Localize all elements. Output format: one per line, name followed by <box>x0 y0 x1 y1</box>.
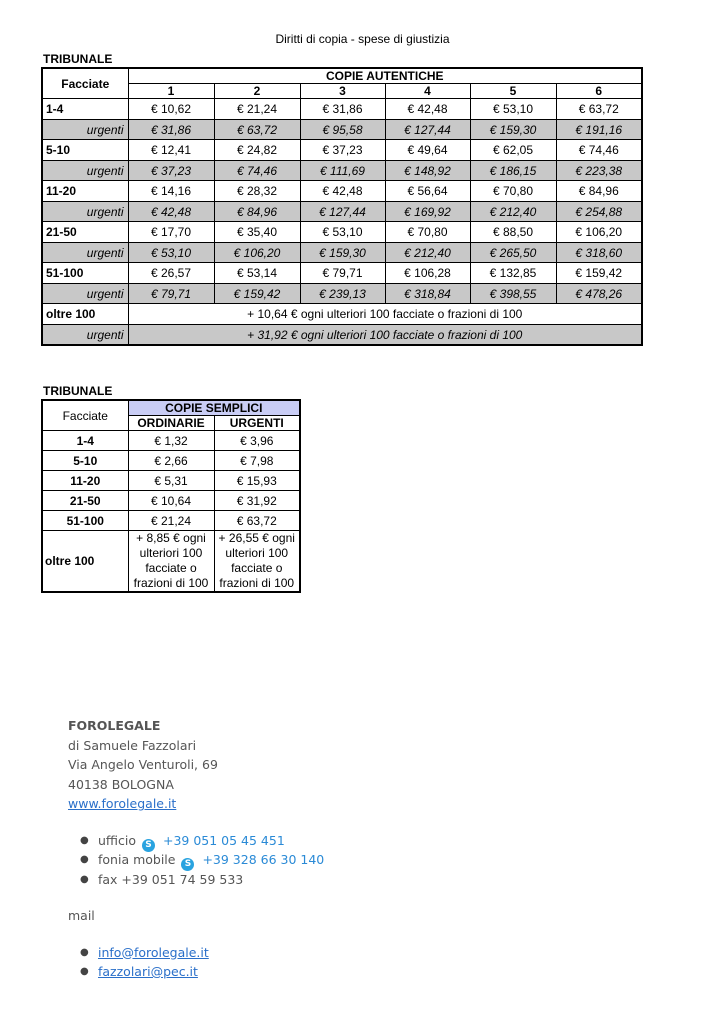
price-cell: € 53,10 <box>300 222 385 243</box>
urgent-price-cell: € 212,40 <box>385 243 470 263</box>
urgent-price-cell: € 223,38 <box>556 161 642 181</box>
table-row <box>42 140 642 161</box>
contact-item-ufficio <box>68 831 324 851</box>
urgent-price-cell: € 186,15 <box>470 161 556 181</box>
urgenti-row-label: urgenti <box>42 243 128 263</box>
phone-link[interactable]: +39 328 66 30 140 <box>202 852 325 867</box>
contact-footer <box>68 716 324 982</box>
table-row <box>42 511 300 531</box>
bullet-icon: ● <box>80 854 89 865</box>
oltre-cell: + 10,64 € ogni ulteriori 100 facciate o frazioni di 100 <box>128 304 642 325</box>
brand-name: FOROLEGALE <box>68 718 161 733</box>
price-cell: € 35,40 <box>214 222 300 243</box>
email-link[interactable]: fazzolari@pec.it <box>98 964 198 979</box>
row-label: 5-10 <box>42 140 128 161</box>
cell-line: frazioni di 100 <box>133 576 209 590</box>
urgenti-cell: € 3,96 <box>214 431 300 451</box>
column-header: 3 <box>300 84 385 99</box>
facciate-header: Facciate <box>42 68 128 99</box>
urgent-price-cell: € 159,42 <box>214 284 300 304</box>
price-cell: € 84,96 <box>556 181 642 202</box>
ordinarie-cell: € 21,24 <box>128 511 214 531</box>
copie-semplici-header: COPIE SEMPLICI <box>128 400 300 416</box>
price-cell: € 53,14 <box>214 263 300 284</box>
contact-item-mobile <box>68 850 324 870</box>
urgent-price-cell: € 398,55 <box>470 284 556 304</box>
contact-list <box>68 831 324 890</box>
urgent-price-cell: € 84,96 <box>214 202 300 222</box>
contact-item-fax <box>68 870 324 890</box>
row-label: 11-20 <box>42 471 128 491</box>
urgent-price-cell: € 127,44 <box>300 202 385 222</box>
table-row <box>42 263 642 284</box>
cell-line: ulteriori 100 <box>225 546 289 560</box>
price-cell: € 42,48 <box>385 99 470 120</box>
price-cell: € 28,32 <box>214 181 300 202</box>
document-title: Diritti di copia - spese di giustizia <box>275 32 450 46</box>
email-list <box>68 943 324 982</box>
cell-line: ulteriori 100 <box>139 546 203 560</box>
section-label-autentiche: TRIBUNALE <box>43 52 113 66</box>
row-label: 11-20 <box>42 181 128 202</box>
urgent-price-cell: € 31,86 <box>128 120 214 140</box>
price-cell: € 88,50 <box>470 222 556 243</box>
price-cell: € 63,72 <box>556 99 642 120</box>
row-label: 21-50 <box>42 491 128 511</box>
urgent-row <box>42 202 642 222</box>
price-cell: € 17,70 <box>128 222 214 243</box>
table-row <box>42 471 300 491</box>
price-cell: € 31,86 <box>300 99 385 120</box>
urgenti-row-label: urgenti <box>42 325 128 346</box>
bullet-icon: ● <box>80 873 89 885</box>
cell-line: frazioni di 100 <box>219 576 295 590</box>
urgent-price-cell: € 318,84 <box>385 284 470 304</box>
urgenti-row-label: urgenti <box>42 202 128 222</box>
price-cell: € 74,46 <box>556 140 642 161</box>
urgent-price-cell: € 74,46 <box>214 161 300 181</box>
ordinarie-cell: € 5,31 <box>128 471 214 491</box>
row-label: 51-100 <box>42 511 128 531</box>
price-cell: € 106,20 <box>556 222 642 243</box>
cell-line: facciate o <box>145 561 197 575</box>
copie-semplici-table <box>41 399 301 593</box>
table-row <box>42 222 642 243</box>
price-cell: € 62,05 <box>470 140 556 161</box>
price-cell: € 70,80 <box>470 181 556 202</box>
phone-link[interactable]: +39 051 05 45 451 <box>162 832 285 848</box>
urgenti-cell: € 15,93 <box>214 471 300 491</box>
urgent-price-cell: € 191,16 <box>556 120 642 140</box>
price-cell: € 159,42 <box>556 263 642 284</box>
urgent-price-cell: € 95,58 <box>300 120 385 140</box>
urgent-price-cell: € 106,20 <box>214 243 300 263</box>
email-link[interactable]: info@forolegale.it <box>98 944 209 960</box>
contact-label: fonia mobile <box>98 852 176 867</box>
urgent-price-cell: € 37,23 <box>128 161 214 181</box>
urgenti-cell: € 31,92 <box>214 491 300 511</box>
urgent-price-cell: € 318,60 <box>556 243 642 263</box>
contact-label: fax +39 051 74 59 533 <box>98 871 244 887</box>
table-row <box>42 451 300 471</box>
table-row <box>42 431 300 451</box>
price-cell: € 53,10 <box>470 99 556 120</box>
bullet-icon: ● <box>80 966 89 977</box>
oltre-ordinarie-cell <box>128 531 214 593</box>
column-header: 1 <box>128 84 214 99</box>
copie-autentiche-table <box>41 67 643 346</box>
urgent-price-cell: € 159,30 <box>300 243 385 263</box>
cell-line: + 8,85 € ogni <box>136 531 206 545</box>
oltre-urgenti-cell <box>214 531 300 593</box>
price-cell: € 12,41 <box>128 140 214 161</box>
urgent-price-cell: € 265,50 <box>470 243 556 263</box>
urgent-price-cell: € 53,10 <box>128 243 214 263</box>
bullet-icon: ● <box>80 946 89 958</box>
price-cell: € 106,28 <box>385 263 470 284</box>
urgent-row <box>42 120 642 140</box>
urgent-price-cell: € 63,72 <box>214 120 300 140</box>
row-label: 21-50 <box>42 222 128 243</box>
price-cell: € 37,23 <box>300 140 385 161</box>
price-cell: € 132,85 <box>470 263 556 284</box>
ordinarie-cell: € 10,64 <box>128 491 214 511</box>
price-cell: € 56,64 <box>385 181 470 202</box>
urgent-row <box>42 161 642 181</box>
ordinarie-cell: € 1,32 <box>128 431 214 451</box>
column-header: 6 <box>556 84 642 99</box>
ordinarie-cell: € 2,66 <box>128 451 214 471</box>
website-link[interactable]: www.forolegale.it <box>68 796 177 811</box>
column-header: 5 <box>470 84 556 99</box>
urgenti-row-label: urgenti <box>42 120 128 140</box>
row-label: 1-4 <box>42 431 128 451</box>
price-cell: € 79,71 <box>300 263 385 284</box>
address-line: Via Angelo Venturoli, 69 <box>68 757 218 772</box>
urgent-row <box>42 243 642 263</box>
urgent-price-cell: € 148,92 <box>385 161 470 181</box>
price-cell: € 26,57 <box>128 263 214 284</box>
skype-icon[interactable]: S <box>181 858 194 871</box>
oltre-urgenti-cell: + 31,92 € ogni ulteriori 100 facciate o frazioni di 100 <box>128 325 642 346</box>
urgenti-header: URGENTI <box>214 416 300 431</box>
urgent-price-cell: € 169,92 <box>385 202 470 222</box>
urgenti-cell: € 63,72 <box>214 511 300 531</box>
urgenti-cell: € 7,98 <box>214 451 300 471</box>
city-line: 40138 BOLOGNA <box>68 776 174 792</box>
table-row <box>42 99 642 120</box>
urgenti-row-label: urgenti <box>42 161 128 181</box>
section-label-semplici: TRIBUNALE <box>43 384 113 398</box>
skype-icon[interactable]: S <box>142 839 155 852</box>
facciate-header: Facciate <box>42 400 128 431</box>
table-row <box>42 491 300 511</box>
mail-label: mail <box>68 908 95 923</box>
cell-line: + 26,55 € ogni <box>218 531 295 545</box>
email-item <box>68 962 324 982</box>
urgent-price-cell: € 79,71 <box>128 284 214 304</box>
column-header: 4 <box>385 84 470 99</box>
price-cell: € 10,62 <box>128 99 214 120</box>
contact-label: ufficio <box>98 832 137 848</box>
urgent-price-cell: € 42,48 <box>128 202 214 222</box>
cell-line: facciate o <box>231 561 283 575</box>
urgent-price-cell: € 111,69 <box>300 161 385 181</box>
price-cell: € 49,64 <box>385 140 470 161</box>
row-label: 5-10 <box>42 451 128 471</box>
row-label: 51-100 <box>42 263 128 284</box>
urgenti-row-label: urgenti <box>42 284 128 304</box>
ordinarie-header: ORDINARIE <box>128 416 214 431</box>
copie-autentiche-header: COPIE AUTENTICHE <box>128 68 642 84</box>
price-cell: € 42,48 <box>300 181 385 202</box>
email-item <box>68 943 324 963</box>
price-cell: € 24,82 <box>214 140 300 161</box>
bullet-icon: ● <box>80 834 89 846</box>
urgent-price-cell: € 212,40 <box>470 202 556 222</box>
urgent-price-cell: € 159,30 <box>470 120 556 140</box>
urgent-price-cell: € 127,44 <box>385 120 470 140</box>
table-row <box>42 181 642 202</box>
oltre-row-label: oltre 100 <box>42 304 128 325</box>
price-cell: € 14,16 <box>128 181 214 202</box>
urgent-row <box>42 284 642 304</box>
row-label: 1-4 <box>42 99 128 120</box>
urgent-price-cell: € 254,88 <box>556 202 642 222</box>
oltre-row-label: oltre 100 <box>42 531 128 593</box>
urgent-price-cell: € 239,13 <box>300 284 385 304</box>
column-header: 2 <box>214 84 300 99</box>
price-cell: € 70,80 <box>385 222 470 243</box>
price-cell: € 21,24 <box>214 99 300 120</box>
urgent-price-cell: € 478,26 <box>556 284 642 304</box>
brand-subtitle: di Samuele Fazzolari <box>68 737 197 753</box>
